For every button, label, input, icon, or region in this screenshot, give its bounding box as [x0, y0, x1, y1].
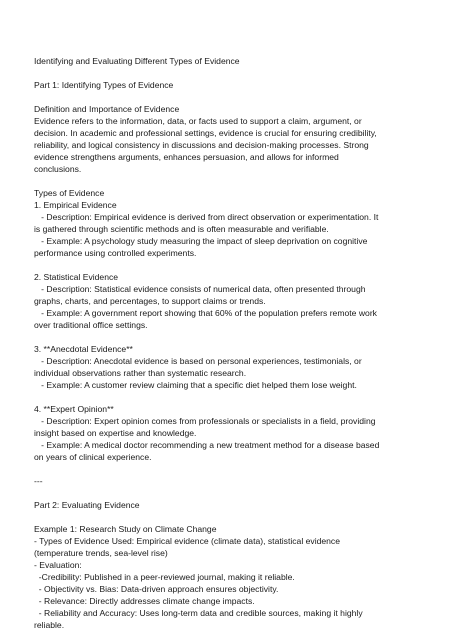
- list-item-text: performance using controlled experiments.: [34, 248, 197, 258]
- list-item-text: insight based on expertise and knowledge.: [34, 428, 197, 438]
- list-item-text: on years of clinical experience.: [34, 452, 152, 462]
- paragraph-line: reliability, and logical consistency in discussions and decision-making processes. Strong: [34, 140, 369, 150]
- list-item-text: - Description: Expert opinion comes from professionals or specialists in a field, providing: [34, 416, 376, 426]
- list-item-text: - Example: A psychology study measuring the impact of sleep deprivation on cognitive: [34, 236, 368, 246]
- list-item-text: - Example: A customer review claiming that a specific diet helped them lose weight.: [34, 380, 357, 390]
- subheading-types: Types of Evidence: [34, 188, 105, 198]
- example-text: reliable.: [34, 620, 65, 630]
- paragraph-line: Evidence refers to the information, data, or facts used to support a claim, argument, or: [34, 116, 362, 126]
- section-divider: ---: [34, 476, 43, 486]
- list-item-text: individual observations rather than systematic research.: [34, 368, 247, 378]
- example-text: - Objectivity vs. Bias: Data-driven approach ensures objectivity.: [34, 584, 279, 594]
- list-item-heading: 1. Empirical Evidence: [34, 200, 117, 210]
- list-item-text: is gathered through scientific methods and is often measurable and verifiable.: [34, 224, 329, 234]
- document-title: Identifying and Evaluating Different Types of Evidence: [34, 56, 240, 66]
- list-item-text: - Example: A medical doctor recommending a new treatment method for a disease based: [34, 440, 380, 450]
- list-item-text: - Example: A government report showing that 60% of the population prefers remote work: [34, 308, 377, 318]
- section-heading-part1: Part 1: Identifying Types of Evidence: [34, 80, 174, 90]
- subheading-definition: Definition and Importance of Evidence: [34, 104, 180, 114]
- example-text: - Reliability and Accuracy: Uses long-term data and credible sources, making it highly: [34, 608, 363, 618]
- paragraph-line: decision. In academic and professional settings, evidence is crucial for ensuring credibility,: [34, 128, 377, 138]
- list-item-heading: 3. **Anecdotal Evidence**: [34, 344, 133, 354]
- example-text: - Types of Evidence Used: Empirical evidence (climate data), statistical evidence: [34, 536, 341, 546]
- list-item-heading: 2. Statistical Evidence: [34, 272, 119, 282]
- example-text: -Credibility: Published in a peer-reviewed journal, making it reliable.: [34, 572, 295, 582]
- example-text: (temperature trends, sea-level rise): [34, 548, 168, 558]
- paragraph-line: conclusions.: [34, 164, 82, 174]
- example-text: - Evaluation:: [34, 560, 82, 570]
- list-item-text: - Description: Statistical evidence consists of numerical data, often presented through: [34, 284, 366, 294]
- example-heading: Example 1: Research Study on Climate Change: [34, 524, 217, 534]
- list-item-text: - Description: Empirical evidence is derived from direct observation or experimentation. It: [34, 212, 379, 222]
- list-item-text: graphs, charts, and percentages, to support claims or trends.: [34, 296, 266, 306]
- paragraph-line: evidence strengthens arguments, enhances persuasion, and allows for informed: [34, 152, 339, 162]
- list-item-text: - Description: Anecdotal evidence is based on personal experiences, testimonials, or: [34, 356, 362, 366]
- section-heading-part2: Part 2: Evaluating Evidence: [34, 500, 140, 510]
- example-text: - Relevance: Directly addresses climate change impacts.: [34, 596, 255, 606]
- list-item-text: over traditional office settings.: [34, 320, 148, 330]
- list-item-heading: 4. **Expert Opinion**: [34, 404, 114, 414]
